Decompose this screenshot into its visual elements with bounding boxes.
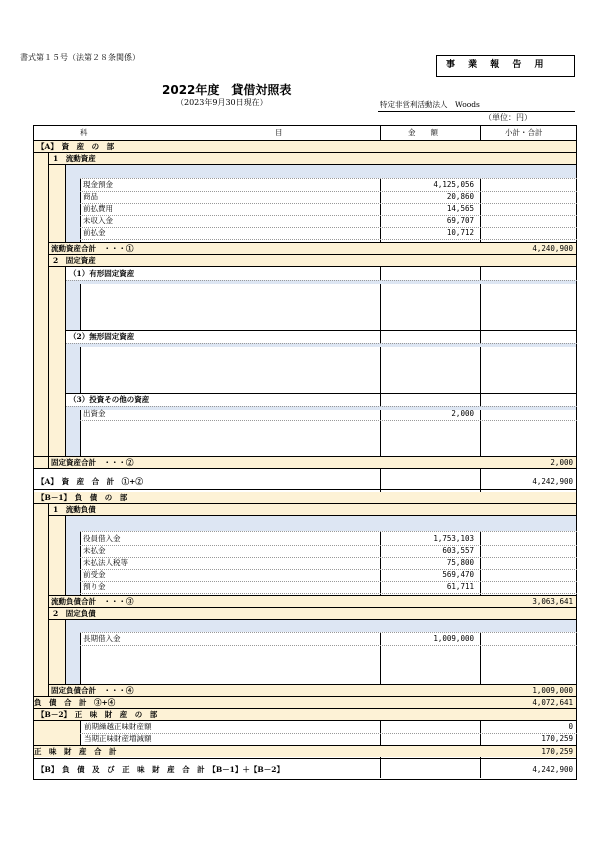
current-liabilities-header-row [49, 504, 576, 515]
row-label: 前受金 [83, 570, 106, 579]
header-kingaku: 金 額 [408, 128, 438, 137]
row-label: 出資金 [83, 409, 106, 418]
row-divider [80, 645, 577, 646]
fixed-assets-header: 2 固定資産 [53, 256, 96, 265]
row-value: 69,707 [446, 216, 474, 225]
report-label: 事 業 報 告 用 [446, 60, 549, 70]
row-value: 1,009,000 [433, 634, 474, 643]
row-divider [80, 420, 577, 421]
assets-section: 【A】 資 産 の 部 [37, 142, 115, 151]
row-value: 603,557 [442, 546, 474, 555]
fixed-liabilities-header-row [49, 608, 576, 619]
net-assets-section: 【B－2】 正 味 財 産 の 部 [37, 710, 158, 719]
row-value: 1,753,103 [433, 534, 474, 543]
assets-total: 4,242,900 [532, 477, 573, 486]
row-label: 未収入金 [83, 216, 113, 225]
row-label: 未払金 [83, 546, 106, 555]
row-divider [80, 569, 577, 570]
row-divider [80, 557, 577, 558]
fixed-liabilities-total-label: 固定負債合計 ・・・④ [51, 686, 134, 695]
row-label: 商品 [83, 192, 98, 201]
current-liabilities-header: 1 流動負債 [53, 505, 96, 514]
net-assets-total-label: 正 味 財 産 合 計 [34, 747, 117, 756]
liabilities-total: 4,072,641 [532, 698, 573, 707]
investment-assets-header: （3）投資その他の資産 [69, 395, 150, 404]
net-assets-total: 170,259 [541, 747, 573, 756]
row-divider [80, 239, 577, 240]
current-liabilities-total: 3,063,641 [532, 597, 573, 606]
row-divider [80, 227, 577, 228]
grand-total-label: 【B】 負 債 及 び 正 味 財 産 合 計 【B－1】＋【B－2】 [37, 765, 284, 774]
row-label: 前払金 [83, 228, 106, 237]
row-divider [80, 581, 577, 582]
form-number: 書式第１５号（法第２８条関係） [20, 53, 140, 62]
row-divider [80, 215, 577, 216]
current-liabilities-total-label: 流動負債合計 ・・・③ [51, 597, 134, 606]
org-underline [378, 111, 575, 112]
header-kamoku: 科 目 [80, 128, 283, 137]
row-label: 前払費用 [83, 204, 113, 213]
current-assets-total-label: 流動資産合計 ・・・① [51, 244, 134, 253]
row-value: 569,470 [442, 570, 474, 579]
assets-section-row [34, 141, 576, 152]
net-asset-label: 前期繰越正味財産額 [84, 722, 152, 731]
current-assets-header: 1 流動資産 [53, 154, 96, 163]
fixed-liabilities-total: 1,009,000 [532, 686, 573, 695]
fixed-assets-header-row [49, 255, 576, 266]
net-asset-value: 170,259 [541, 734, 573, 743]
intangible-assets-header: （2）無形固定資産 [69, 332, 135, 341]
row-divider [80, 733, 577, 734]
current-assets-header-row [49, 153, 576, 164]
row-value: 20,860 [446, 192, 474, 201]
row-label: 長期借入金 [83, 634, 121, 643]
unit-label: （単位：円） [484, 113, 532, 122]
row-divider [80, 593, 577, 594]
fixed-assets-total: 2,000 [550, 458, 573, 467]
row-label: 預り金 [83, 582, 106, 591]
row-label: 未払法人税等 [83, 558, 128, 567]
row-label: 役員借入金 [83, 534, 121, 543]
row-value: 10,712 [446, 228, 474, 237]
net-asset-value: 0 [568, 722, 573, 731]
tangible-assets-header: （1）有形固定資産 [69, 269, 135, 278]
liabilities-section: 【B－1】 負 債 の 部 [37, 493, 128, 502]
org-name: 特定非営利活動法人 Woods [380, 100, 480, 109]
row-divider [80, 203, 577, 204]
net-asset-label: 当期正味財産増減額 [84, 734, 152, 743]
grand-total: 4,242,900 [532, 765, 573, 774]
row-value: 75,800 [446, 558, 474, 567]
date-note: （2023年9月30日現在） [176, 98, 268, 107]
fixed-liabilities-header: 2 固定負債 [53, 609, 96, 618]
row-value: 14,565 [446, 204, 474, 213]
current-assets-total: 4,240,900 [532, 244, 573, 253]
page-title: 2022年度 貸借対照表 [162, 83, 292, 97]
fixed-assets-total-label: 固定資産合計 ・・・② [51, 458, 134, 467]
assets-total-label: 【A】 資 産 合 計 ①+② [37, 477, 143, 486]
header-subtotal: 小計・合計 [505, 128, 543, 137]
row-value: 4,125,056 [433, 180, 474, 189]
balance-sheet-table [33, 125, 577, 780]
row-label: 現金預金 [83, 180, 113, 189]
row-divider [80, 191, 577, 192]
row-value: 61,711 [446, 582, 474, 591]
row-value: 2,000 [451, 409, 474, 418]
row-divider [80, 545, 577, 546]
liabilities-total-label: 負 債 合 計 ③+④ [34, 698, 116, 707]
